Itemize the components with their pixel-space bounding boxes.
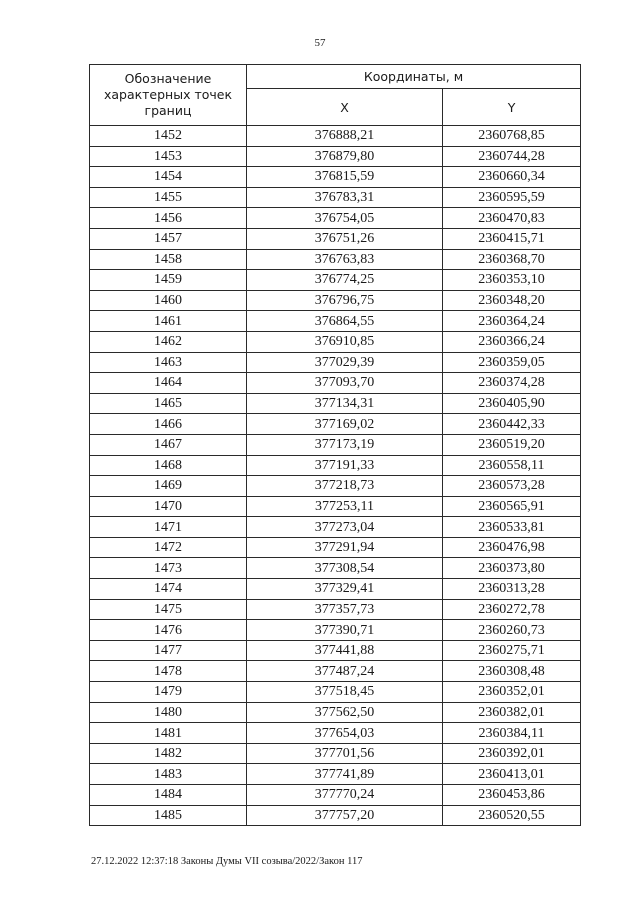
x-cell: 376815,59: [247, 167, 443, 188]
x-cell: 377487,24: [247, 661, 443, 682]
y-cell: 2360382,01: [443, 702, 581, 723]
x-cell: 376763,83: [247, 249, 443, 270]
y-cell: 2360470,83: [443, 208, 581, 229]
point-cell: 1476: [90, 620, 247, 641]
point-cell: 1475: [90, 599, 247, 620]
table-row: [90, 723, 581, 744]
table-row: [90, 290, 581, 311]
y-cell: 2360453,86: [443, 785, 581, 806]
point-cell: 1480: [90, 702, 247, 723]
table-row: [90, 167, 581, 188]
table-row: [90, 208, 581, 229]
y-cell: 2360352,01: [443, 682, 581, 703]
x-cell: 377770,24: [247, 785, 443, 806]
point-cell: 1485: [90, 805, 247, 826]
x-cell: 377273,04: [247, 517, 443, 538]
point-cell: 1455: [90, 187, 247, 208]
x-cell: 377390,71: [247, 620, 443, 641]
table-row: [90, 187, 581, 208]
x-cell: 377654,03: [247, 723, 443, 744]
x-cell: 377173,19: [247, 434, 443, 455]
x-cell: 377169,02: [247, 414, 443, 435]
table-row: [90, 476, 581, 497]
header-x: X: [247, 89, 443, 126]
point-cell: 1482: [90, 743, 247, 764]
table-row: [90, 517, 581, 538]
header-point-label: Обозначение характерных точек границ: [90, 65, 247, 126]
x-cell: 377218,73: [247, 476, 443, 497]
table-row: [90, 331, 581, 352]
x-cell: 376879,80: [247, 146, 443, 167]
y-cell: 2360374,28: [443, 373, 581, 394]
point-cell: 1479: [90, 682, 247, 703]
y-cell: 2360364,24: [443, 311, 581, 332]
point-cell: 1456: [90, 208, 247, 229]
table-row: [90, 558, 581, 579]
table-row: [90, 785, 581, 806]
point-cell: 1473: [90, 558, 247, 579]
x-cell: 377701,56: [247, 743, 443, 764]
point-cell: 1460: [90, 290, 247, 311]
x-cell: 377441,88: [247, 640, 443, 661]
y-cell: 2360558,11: [443, 455, 581, 476]
point-cell: 1458: [90, 249, 247, 270]
x-cell: 376888,21: [247, 126, 443, 147]
table-row: [90, 620, 581, 641]
table-row: [90, 702, 581, 723]
x-cell: 377253,11: [247, 496, 443, 517]
x-cell: 377741,89: [247, 764, 443, 785]
y-cell: 2360520,55: [443, 805, 581, 826]
x-cell: 376774,25: [247, 270, 443, 291]
table-row: [90, 373, 581, 394]
point-cell: 1484: [90, 785, 247, 806]
x-cell: 377134,31: [247, 393, 443, 414]
table-row: [90, 537, 581, 558]
table-row: [90, 126, 581, 147]
y-cell: 2360308,48: [443, 661, 581, 682]
page-number: 57: [314, 37, 326, 49]
x-cell: 376783,31: [247, 187, 443, 208]
x-cell: 376796,75: [247, 290, 443, 311]
table-row: [90, 496, 581, 517]
x-cell: 376754,05: [247, 208, 443, 229]
y-cell: 2360595,59: [443, 187, 581, 208]
y-cell: 2360353,10: [443, 270, 581, 291]
y-cell: 2360415,71: [443, 228, 581, 249]
point-cell: 1467: [90, 434, 247, 455]
point-cell: 1459: [90, 270, 247, 291]
y-cell: 2360442,33: [443, 414, 581, 435]
table-row: [90, 805, 581, 826]
x-cell: 377562,50: [247, 702, 443, 723]
table-row: [90, 599, 581, 620]
point-cell: 1452: [90, 126, 247, 147]
point-cell: 1481: [90, 723, 247, 744]
table-header-row: [90, 65, 581, 89]
x-cell: 377191,33: [247, 455, 443, 476]
table-row: [90, 455, 581, 476]
point-cell: 1470: [90, 496, 247, 517]
table-row: [90, 249, 581, 270]
table-row: [90, 764, 581, 785]
table-row: [90, 311, 581, 332]
x-cell: 377329,41: [247, 579, 443, 600]
coordinates-table: [89, 64, 581, 826]
y-cell: 2360744,28: [443, 146, 581, 167]
point-cell: 1472: [90, 537, 247, 558]
document-footer: 27.12.2022 12:37:18 Законы Думы VII созыва/2022/Закон 117: [91, 856, 363, 867]
point-cell: 1454: [90, 167, 247, 188]
x-cell: 377029,39: [247, 352, 443, 373]
point-cell: 1465: [90, 393, 247, 414]
y-cell: 2360384,11: [443, 723, 581, 744]
point-cell: 1474: [90, 579, 247, 600]
x-cell: 377291,94: [247, 537, 443, 558]
y-cell: 2360260,73: [443, 620, 581, 641]
y-cell: 2360405,90: [443, 393, 581, 414]
y-cell: 2360272,78: [443, 599, 581, 620]
table-row: [90, 434, 581, 455]
x-cell: 377518,45: [247, 682, 443, 703]
point-cell: 1471: [90, 517, 247, 538]
point-cell: 1453: [90, 146, 247, 167]
point-cell: 1477: [90, 640, 247, 661]
header-y: Y: [443, 89, 581, 126]
y-cell: 2360476,98: [443, 537, 581, 558]
point-cell: 1464: [90, 373, 247, 394]
y-cell: 2360348,20: [443, 290, 581, 311]
x-cell: 377093,70: [247, 373, 443, 394]
table-row: [90, 393, 581, 414]
y-cell: 2360366,24: [443, 331, 581, 352]
table-row: [90, 661, 581, 682]
y-cell: 2360660,34: [443, 167, 581, 188]
point-cell: 1461: [90, 311, 247, 332]
header-coordinates: Координаты, м: [247, 65, 581, 89]
y-cell: 2360533,81: [443, 517, 581, 538]
x-cell: 377308,54: [247, 558, 443, 579]
y-cell: 2360313,28: [443, 579, 581, 600]
y-cell: 2360359,05: [443, 352, 581, 373]
y-cell: 2360392,01: [443, 743, 581, 764]
y-cell: 2360368,70: [443, 249, 581, 270]
table-row: [90, 579, 581, 600]
point-cell: 1468: [90, 455, 247, 476]
x-cell: 377757,20: [247, 805, 443, 826]
table-row: [90, 682, 581, 703]
x-cell: 376864,55: [247, 311, 443, 332]
y-cell: 2360519,20: [443, 434, 581, 455]
point-cell: 1457: [90, 228, 247, 249]
table-row: [90, 743, 581, 764]
x-cell: 376751,26: [247, 228, 443, 249]
point-cell: 1463: [90, 352, 247, 373]
point-cell: 1478: [90, 661, 247, 682]
point-cell: 1462: [90, 331, 247, 352]
y-cell: 2360275,71: [443, 640, 581, 661]
y-cell: 2360565,91: [443, 496, 581, 517]
x-cell: 376910,85: [247, 331, 443, 352]
point-cell: 1469: [90, 476, 247, 497]
point-cell: 1466: [90, 414, 247, 435]
table-body: [90, 126, 581, 826]
table-row: [90, 270, 581, 291]
y-cell: 2360768,85: [443, 126, 581, 147]
x-cell: 377357,73: [247, 599, 443, 620]
y-cell: 2360373,80: [443, 558, 581, 579]
y-cell: 2360413,01: [443, 764, 581, 785]
point-cell: 1483: [90, 764, 247, 785]
table-row: [90, 146, 581, 167]
table-row: [90, 228, 581, 249]
table-row: [90, 640, 581, 661]
table-row: [90, 414, 581, 435]
y-cell: 2360573,28: [443, 476, 581, 497]
table-row: [90, 352, 581, 373]
